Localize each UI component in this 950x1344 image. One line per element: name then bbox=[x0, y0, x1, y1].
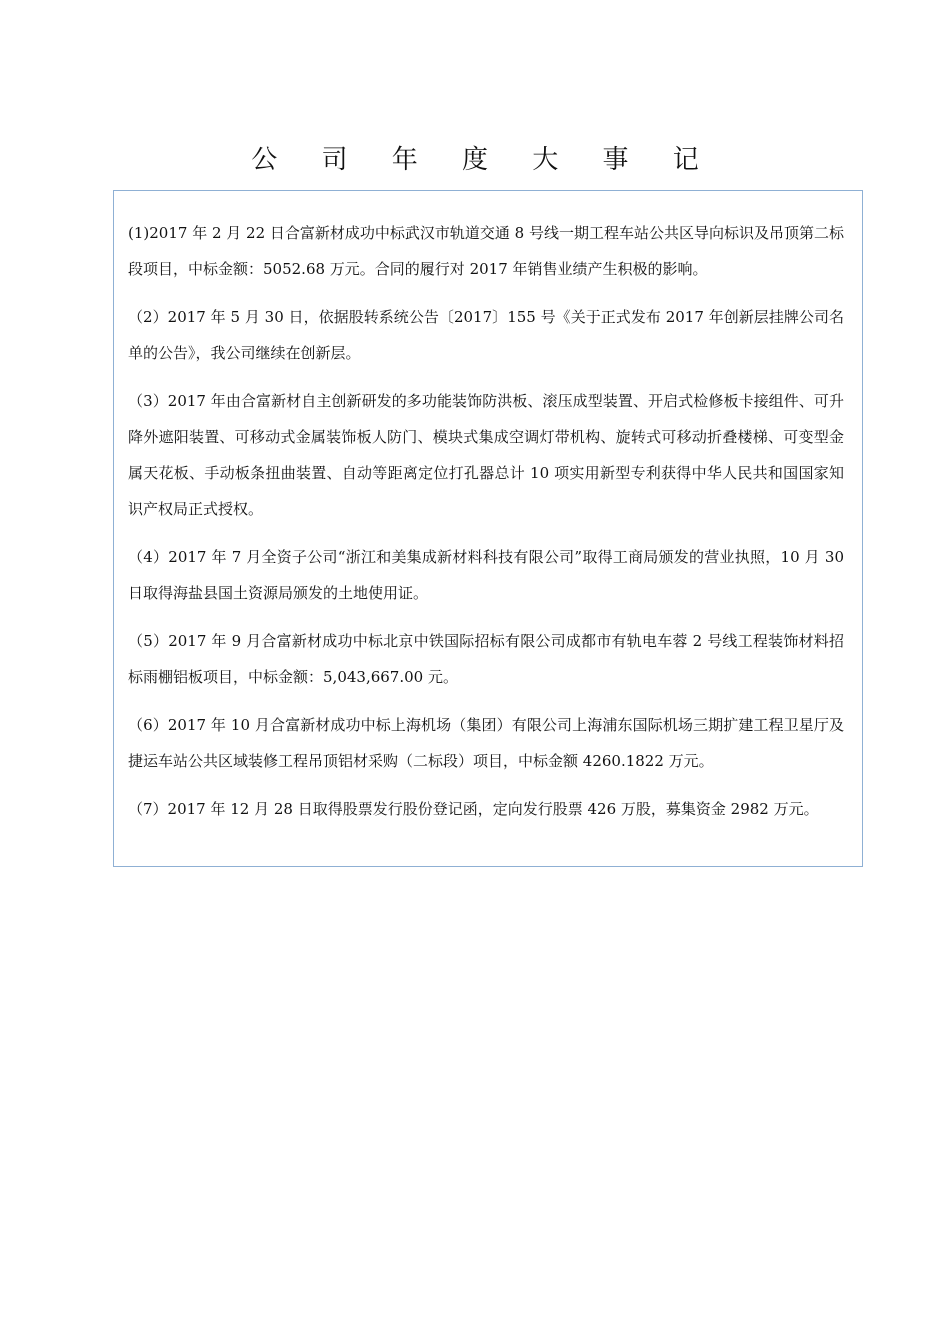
event-item-1: (1)2017 年 2 月 22 日合富新材成功中标武汉市轨道交通 8 号线一期工程车站公共区导向标识及吊顶第二标段项目，中标金额：5052.68 万元。合同的履行对 2017 年销售业绩产生积极的影响。 bbox=[128, 224, 844, 278]
event-item-7: （7）2017 年 12 月 28 日取得股票发行股份登记函，定向发行股票 426 万股，募集资金 2982 万元。 bbox=[128, 800, 819, 818]
event-item-2: （2）2017 年 5 月 30 日，依据股转系统公告〔2017〕155 号《关于正式发布 2017 年创新层挂牌公司名单的公告》，我公司继续在创新层。 bbox=[128, 308, 844, 362]
event-item-6: （6）2017 年 10 月合富新材成功中标上海机场（集团）有限公司上海浦东国际机场三期扩建工程卫星厅及捷运车站公共区域装修工程吊顶铝材采购（二标段）项目，中标金额 4260.1822 万元。 bbox=[128, 716, 844, 770]
page-title: 公 司 年 度 大 事 记 bbox=[251, 145, 717, 176]
event-item-3: （3）2017 年由合富新材自主创新研发的多功能装饰防洪板、滚压成型装置、开启式检修板卡接组件、可升降外遮阳装置、可移动式金属装饰板人防门、模块式集成空调灯带机构、旋转式可移动折叠楼梯、可变型金属天花板、手动板条扭曲装置、自动等距离定位打孔器总计 10 项实用新型专利获得中华人民共和国国家知识产权局正式授权。 bbox=[128, 392, 844, 518]
events-box bbox=[113, 190, 863, 867]
event-item-5: （5）2017 年 9 月合富新材成功中标北京中铁国际招标有限公司成都市有轨电车蓉 2 号线工程装饰材料招标雨棚铝板项目，中标金额：5,043,667.00 元。 bbox=[128, 632, 844, 686]
event-item-4: （4）2017 年 7 月全资子公司“浙江和美集成新材料科技有限公司”取得工商局颁发的营业执照，10 月 30 日取得海盐县国土资源局颁发的土地使用证。 bbox=[128, 548, 844, 602]
